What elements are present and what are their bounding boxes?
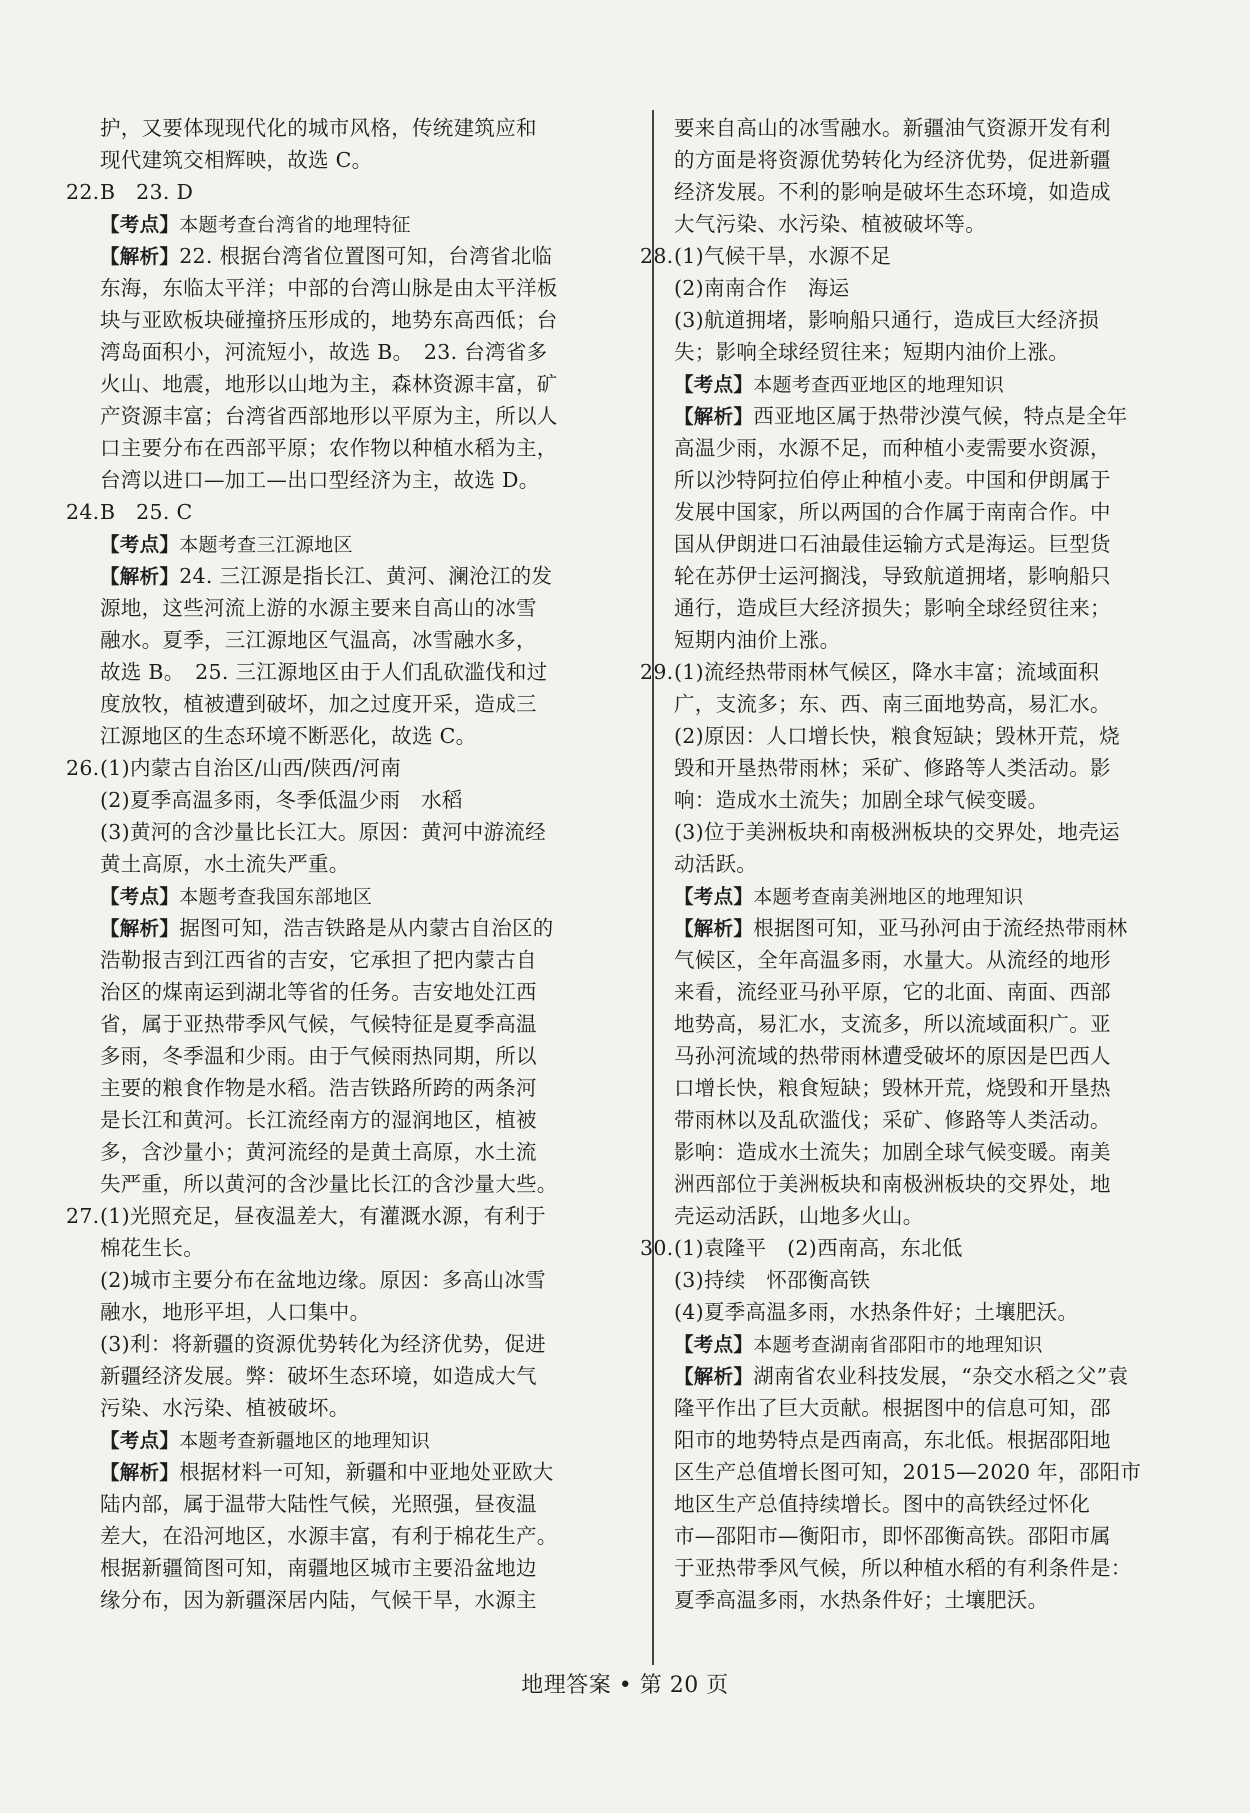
text-line xyxy=(674,624,1184,656)
line-text: 24. 三江源是指长江、黄河、澜沧江的发 xyxy=(179,564,553,588)
text-line xyxy=(100,1584,632,1616)
text-line xyxy=(100,1552,632,1584)
section-tag: 【解析】 xyxy=(100,245,180,268)
line-text: 阳市的地势特点是西南高，东北低。根据邵阳地 xyxy=(674,1428,1111,1452)
line-text: 江源地区的生态环境不断恶化，故选 C。 xyxy=(100,724,477,748)
line-text: 护，又要体现现代化的城市风格，传统建筑应和 xyxy=(100,116,537,140)
text-line xyxy=(674,368,1184,400)
line-text: 壳运动活跃，山地多火山。 xyxy=(674,1204,924,1228)
question-number: 26. xyxy=(66,756,100,780)
line-text: 融水。夏季，三江源地区气温高，冰雪融水多， xyxy=(100,628,537,652)
text-line xyxy=(100,560,632,592)
text-line xyxy=(100,304,632,336)
line-text: 所以沙特阿拉伯停止种植小麦。中国和伊朗属于 xyxy=(674,468,1111,492)
text-line xyxy=(100,1168,632,1200)
line-text: (1)流经热带雨林气候区，降水丰富；流域面积 xyxy=(674,660,1100,684)
line-text: 湖南省农业科技发展，“杂交水稻之父”袁 xyxy=(753,1364,1129,1388)
text-line xyxy=(674,784,1184,816)
text-line xyxy=(100,1328,632,1360)
line-text: 本题考查我国东部地区 xyxy=(179,886,373,908)
line-text: 西亚地区属于热带沙漠气候，特点是全年 xyxy=(753,404,1128,428)
line-text: 市—邵阳市—衡阳市，即怀邵衡高铁。邵阳市属 xyxy=(674,1524,1111,1548)
section-tag: 【考点】 xyxy=(100,885,180,908)
text-line xyxy=(100,1040,632,1072)
text-line xyxy=(100,880,632,912)
line-text: (2)城市主要分布在盆地边缘。原因：多高山冰雪 xyxy=(100,1268,546,1292)
line-text: 故选 B。 25. 三江源地区由于人们乱砍滥伐和过 xyxy=(100,660,548,684)
text-line xyxy=(674,1392,1184,1424)
question-number: 24. xyxy=(66,500,100,524)
line-text: (3)持续 怀邵衡高铁 xyxy=(674,1268,871,1292)
line-text: 隆平作出了巨大贡献。根据图中的信息可知，邵 xyxy=(674,1396,1111,1420)
line-text: 通行，造成巨大经济损失；影响全球经贸往来； xyxy=(674,596,1111,620)
text-line xyxy=(674,720,1184,752)
line-text: 污染、水污染、植被破坏。 xyxy=(100,1396,350,1420)
line-text: (2)南南合作 海运 xyxy=(674,276,850,300)
line-text: 地势高，易汇水，支流多，所以流域面积广。亚 xyxy=(674,1012,1111,1036)
line-text: 夏季高温多雨，水热条件好；土壤肥沃。 xyxy=(674,1588,1049,1612)
text-line xyxy=(100,336,632,368)
line-text: 台湾以进口—加工—出口型经济为主，故选 D。 xyxy=(100,468,540,492)
text-line xyxy=(100,944,632,976)
line-text: (1)光照充足，昼夜温差大，有灌溉水源，有利于 xyxy=(100,1204,546,1228)
text-line xyxy=(100,240,632,272)
text-line xyxy=(100,464,632,496)
section-tag: 【考点】 xyxy=(100,1429,180,1452)
text-line xyxy=(674,496,1184,528)
line-text: (1)袁隆平 (2)西南高，东北低 xyxy=(674,1236,963,1260)
text-line xyxy=(100,112,632,144)
text-line xyxy=(100,1136,632,1168)
text-line xyxy=(674,112,1184,144)
text-line xyxy=(100,1232,632,1264)
question-number: 29. xyxy=(640,660,674,684)
question-number: 27. xyxy=(66,1204,100,1228)
line-text: 缘分布，因为新疆深居内陆，气候干旱，水源主 xyxy=(100,1588,537,1612)
line-text: 毁和开垦热带雨林；采矿、修路等人类活动。影 xyxy=(674,756,1111,780)
text-line xyxy=(674,1584,1184,1616)
line-text: 的方面是将资源优势转化为经济优势，促进新疆 xyxy=(674,148,1111,172)
text-line xyxy=(100,656,632,688)
line-text: 源地，这些河流上游的水源主要来自高山的冰雪 xyxy=(100,596,537,620)
text-line xyxy=(66,752,632,784)
line-text: (2)原因：人口增长快，粮食短缺；毁林开荒，烧 xyxy=(674,724,1120,748)
section-tag: 【考点】 xyxy=(100,213,180,236)
question-number: 30. xyxy=(640,1236,674,1260)
text-line xyxy=(674,880,1184,912)
line-text: (4)夏季高温多雨，水热条件好；土壤肥沃。 xyxy=(674,1300,1079,1324)
line-text: 融水，地形平坦，人口集中。 xyxy=(100,1300,371,1324)
text-line xyxy=(100,208,632,240)
text-line xyxy=(674,1104,1184,1136)
line-text: 根据材料一可知，新疆和中亚地处亚欧大 xyxy=(179,1460,554,1484)
text-line xyxy=(640,1232,1184,1264)
text-line xyxy=(674,1136,1184,1168)
text-line xyxy=(674,1168,1184,1200)
text-line xyxy=(674,1520,1184,1552)
text-line xyxy=(674,400,1184,432)
text-line xyxy=(674,272,1184,304)
text-line xyxy=(640,656,1184,688)
text-line xyxy=(100,688,632,720)
line-text: 本题考查西亚地区的地理知识 xyxy=(753,374,1005,396)
text-line xyxy=(674,208,1184,240)
section-tag: 【解析】 xyxy=(100,917,180,940)
line-text: 地区生产总值持续增长。图中的高铁经过怀化 xyxy=(674,1492,1090,1516)
line-text: (3)利：将新疆的资源优势转化为经济优势，促进 xyxy=(100,1332,546,1356)
line-text: 短期内油价上涨。 xyxy=(674,628,841,652)
text-line xyxy=(674,1424,1184,1456)
text-line xyxy=(674,144,1184,176)
line-text: (3)航道拥堵，影响船只通行，造成巨大经济损 xyxy=(674,308,1100,332)
text-line xyxy=(66,176,632,208)
line-text: 本题考查三江源地区 xyxy=(179,534,353,556)
question-number: 28. xyxy=(640,244,674,268)
line-text: 根据新疆简图可知，南疆地区城市主要沿盆地边 xyxy=(100,1556,537,1580)
text-line xyxy=(100,432,632,464)
line-text: (1)内蒙古自治区/山西/陕西/河南 xyxy=(100,756,402,780)
line-text: 棉花生长。 xyxy=(100,1236,204,1260)
line-text: (1)气候干旱，水源不足 xyxy=(674,244,892,268)
text-line xyxy=(674,976,1184,1008)
text-line xyxy=(100,1488,632,1520)
line-text: 轮在苏伊士运河搁浅，导致航道拥堵，影响船只 xyxy=(674,564,1111,588)
text-line xyxy=(674,1264,1184,1296)
right-column xyxy=(640,112,1184,1616)
line-text: 度放牧，植被遭到破坏，加之过度开采，造成三 xyxy=(100,692,537,716)
line-text: 湾岛面积小，河流短小，故选 B。 23. 台湾省多 xyxy=(100,340,548,364)
text-line xyxy=(674,1008,1184,1040)
text-line xyxy=(674,560,1184,592)
text-line xyxy=(100,1392,632,1424)
text-line xyxy=(674,592,1184,624)
line-text: 气候区，全年高温多雨，水量大。从流经的地形 xyxy=(674,948,1111,972)
text-line xyxy=(100,1296,632,1328)
text-line xyxy=(100,1424,632,1456)
section-tag: 【解析】 xyxy=(674,917,754,940)
section-tag: 【解析】 xyxy=(674,405,754,428)
left-column xyxy=(66,112,632,1616)
text-line xyxy=(100,1264,632,1296)
line-text: 产资源丰富；台湾省西部地形以平原为主，所以人 xyxy=(100,404,558,428)
text-line xyxy=(66,496,632,528)
text-line xyxy=(640,240,1184,272)
text-line xyxy=(100,1008,632,1040)
line-text: B 23. D xyxy=(100,180,194,204)
text-line xyxy=(674,912,1184,944)
line-text: 经济发展。不利的影响是破坏生态环境，如造成 xyxy=(674,180,1111,204)
text-line xyxy=(100,272,632,304)
text-line xyxy=(674,688,1184,720)
text-line xyxy=(674,1552,1184,1584)
text-line xyxy=(674,528,1184,560)
line-text: 马孙河流域的热带雨林遭受破坏的原因是巴西人 xyxy=(674,1044,1111,1068)
line-text: 动活跃。 xyxy=(674,852,758,876)
section-tag: 【考点】 xyxy=(674,885,754,908)
line-text: 东海，东临太平洋；中部的台湾山脉是由太平洋板 xyxy=(100,276,558,300)
text-line xyxy=(674,1200,1184,1232)
line-text: 多雨，冬季温和少雨。由于气候雨热同期，所以 xyxy=(100,1044,537,1068)
line-text: 口增长快，粮食短缺；毁林开荒，烧毁和开垦热 xyxy=(674,1076,1111,1100)
line-text: 本题考查台湾省的地理特征 xyxy=(179,214,411,236)
text-line xyxy=(100,400,632,432)
text-line xyxy=(100,624,632,656)
text-line xyxy=(100,720,632,752)
line-text: 区生产总值增长图可知，2015—2020 年，邵阳市 xyxy=(674,1460,1142,1484)
text-line xyxy=(100,368,632,400)
line-text: 失严重，所以黄河的含沙量比长江的含沙量大些。 xyxy=(100,1172,558,1196)
line-text: (3)黄河的含沙量比长江大。原因：黄河中游流经 xyxy=(100,820,546,844)
text-line xyxy=(100,976,632,1008)
text-line xyxy=(100,912,632,944)
line-text: 本题考查新疆地区的地理知识 xyxy=(179,1430,431,1452)
text-line xyxy=(674,336,1184,368)
text-line xyxy=(100,592,632,624)
line-text: 响：造成水土流失；加剧全球气候变暖。 xyxy=(674,788,1049,812)
line-text: 高温少雨，水源不足，而种植小麦需要水资源， xyxy=(674,436,1111,460)
text-line xyxy=(100,1520,632,1552)
section-tag: 【考点】 xyxy=(674,1333,754,1356)
text-line xyxy=(674,752,1184,784)
line-text: 大气污染、水污染、植被破坏等。 xyxy=(674,212,986,236)
text-line xyxy=(674,816,1184,848)
line-text: 治区的煤南运到湖北等省的任务。吉安地处江西 xyxy=(100,980,537,1004)
line-text: 广，支流多；东、西、南三面地势高，易汇水。 xyxy=(674,692,1111,716)
line-text: 影响：造成水土流失；加剧全球气候变暖。南美 xyxy=(674,1140,1111,1164)
line-text: 主要的粮食作物是水稻。浩吉铁路所跨的两条河 xyxy=(100,1076,537,1100)
text-line xyxy=(66,1200,632,1232)
text-line xyxy=(100,1072,632,1104)
line-text: 本题考查南美洲地区的地理知识 xyxy=(753,886,1024,908)
text-line xyxy=(674,1296,1184,1328)
line-text: 洲西部位于美洲板块和南极洲板块的交界处，地 xyxy=(674,1172,1111,1196)
column-divider xyxy=(652,110,654,1665)
text-line xyxy=(100,144,632,176)
line-text: 要来自高山的冰雪融水。新疆油气资源开发有利 xyxy=(674,116,1111,140)
line-text: 国从伊朗进口石油最佳运输方式是海运。巨型货 xyxy=(674,532,1111,556)
line-text: 根据图可知，亚马孙河由于流经热带雨林 xyxy=(753,916,1128,940)
section-tag: 【考点】 xyxy=(100,533,180,556)
text-line xyxy=(674,304,1184,336)
section-tag: 【解析】 xyxy=(100,1461,180,1484)
line-text: 带雨林以及乱砍滥伐；采矿、修路等人类活动。 xyxy=(674,1108,1111,1132)
line-text: B 25. C xyxy=(100,500,193,524)
page-footer: 地理答案 • 第 20 页 xyxy=(521,1673,729,1698)
text-line xyxy=(100,1360,632,1392)
text-line xyxy=(674,1040,1184,1072)
text-line xyxy=(674,848,1184,880)
line-text: 来看，流经亚马孙平原，它的北面、南面、西部 xyxy=(674,980,1111,1004)
text-line xyxy=(100,1104,632,1136)
section-tag: 【解析】 xyxy=(674,1365,754,1388)
text-line xyxy=(674,1488,1184,1520)
text-line xyxy=(100,528,632,560)
line-text: 是长江和黄河。长江流经南方的湿润地区，植被 xyxy=(100,1108,537,1132)
text-line xyxy=(100,784,632,816)
line-text: 于亚热带季风气候，所以种植水稻的有利条件是： xyxy=(674,1556,1132,1580)
line-text: 陆内部，属于温带大陆性气候，光照强，昼夜温 xyxy=(100,1492,537,1516)
line-text: 火山、地震，地形以山地为主，森林资源丰富，矿 xyxy=(100,372,558,396)
text-line xyxy=(674,464,1184,496)
line-text: 浩勒报吉到江西省的吉安，它承担了把内蒙古自 xyxy=(100,948,537,972)
text-line xyxy=(674,1072,1184,1104)
line-text: 现代建筑交相辉映，故选 C。 xyxy=(100,148,373,172)
line-text: 差大，在沿河地区，水源丰富，有利于棉花生产。 xyxy=(100,1524,558,1548)
line-text: 本题考查湖南省邵阳市的地理知识 xyxy=(753,1334,1043,1356)
line-text: (2)夏季高温多雨，冬季低温少雨 水稻 xyxy=(100,788,463,812)
line-text: 省，属于亚热带季风气候，气候特征是夏季高温 xyxy=(100,1012,537,1036)
text-line xyxy=(100,816,632,848)
line-text: 失；影响全球经贸往来；短期内油价上涨。 xyxy=(674,340,1070,364)
line-text: 22. 根据台湾省位置图可知，台湾省北临 xyxy=(179,244,553,268)
section-tag: 【考点】 xyxy=(674,373,754,396)
line-text: 黄土高原，水土流失严重。 xyxy=(100,852,350,876)
line-text: 块与亚欧板块碰撞挤压形成的，地势东高西低；台 xyxy=(100,308,558,332)
line-text: 新疆经济发展。弊：破坏生态环境，如造成大气 xyxy=(100,1364,537,1388)
question-number: 22. xyxy=(66,180,100,204)
line-text: (3)位于美洲板块和南极洲板块的交界处，地壳运 xyxy=(674,820,1120,844)
section-tag: 【解析】 xyxy=(100,565,180,588)
text-line xyxy=(674,1456,1184,1488)
text-line xyxy=(674,1360,1184,1392)
text-line xyxy=(674,1328,1184,1360)
line-text: 口主要分布在西部平原；农作物以种植水稻为主， xyxy=(100,436,558,460)
line-text: 发展中国家，所以两国的合作属于南南合作。中 xyxy=(674,500,1111,524)
text-line xyxy=(674,944,1184,976)
line-text: 多，含沙量小；黄河流经的是黄土高原，水土流 xyxy=(100,1140,537,1164)
text-line xyxy=(674,432,1184,464)
line-text: 据图可知，浩吉铁路是从内蒙古自治区的 xyxy=(179,916,554,940)
text-line xyxy=(674,176,1184,208)
text-line xyxy=(100,1456,632,1488)
text-line xyxy=(100,848,632,880)
